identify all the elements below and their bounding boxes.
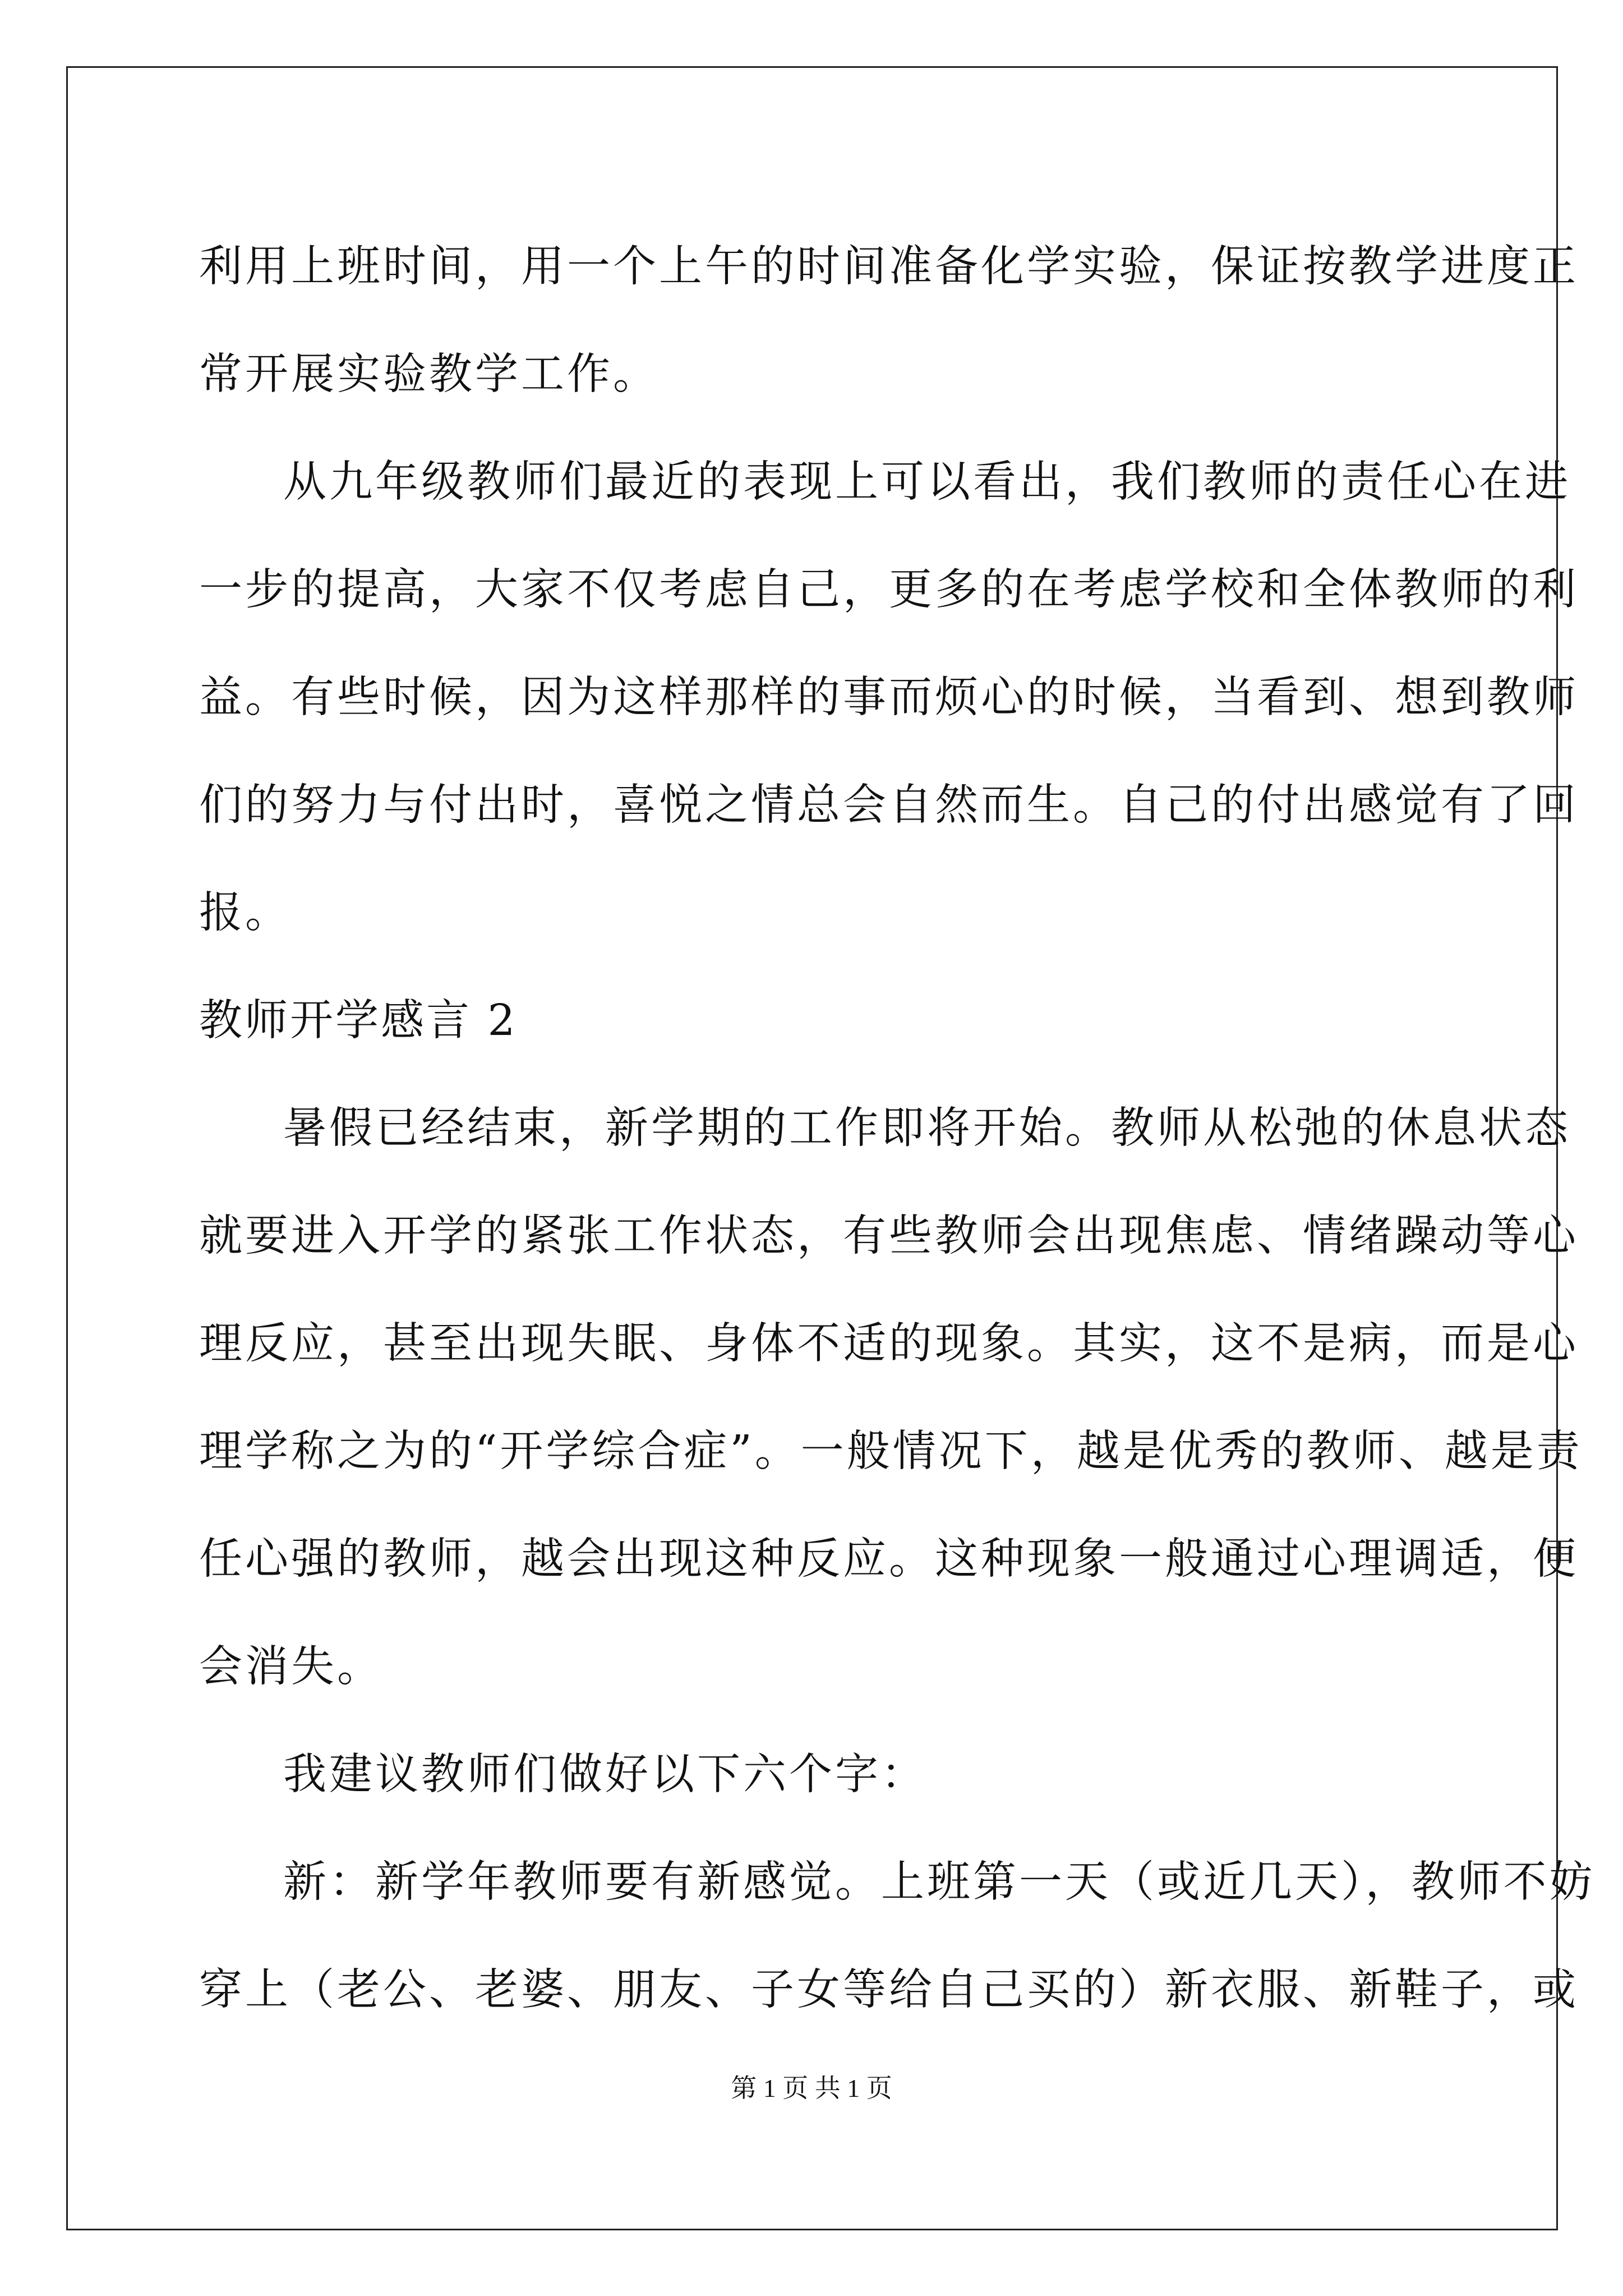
text-line: 理反应，甚至出现失眠、身体不适的现象。其实，这不是病，而是心 <box>199 1319 1579 1369</box>
text-line: 一步的提高，大家不仅考虑自己，更多的在考虑学校和全体教师的利 <box>199 565 1579 615</box>
text-line: 穿上（老公、老婆、朋友、子女等给自己买的）新衣服、新鞋子，或 <box>199 1965 1579 2015</box>
page-footer: 第 1 页 共 1 页 <box>731 2074 892 2102</box>
section-heading: 教师开学感言 2 <box>199 996 518 1046</box>
text-line: 益。有些时候，因为这样那样的事而烦心的时候，当看到、想到教师 <box>199 673 1579 723</box>
paragraph-first-line: 我建议教师们做好以下六个字： <box>283 1750 927 1800</box>
document-body <box>199 213 1596 2044</box>
text-line: 理学称之为的“开学综合症”。一般情况下，越是优秀的教师、越是责 <box>199 1427 1583 1476</box>
text-line: 就要进入开学的紧张工作状态，有些教师会出现焦虑、情绪躁动等心 <box>199 1211 1579 1261</box>
text-line: 任心强的教师，越会出现这种反应。这种现象一般通过心理调适，便 <box>199 1534 1579 1584</box>
paragraph-first-line: 从九年级教师们最近的表现上可以看出，我们教师的责任心在进 <box>283 457 1571 507</box>
text-line: 们的努力与付出时，喜悦之情总会自然而生。自己的付出感觉有了回 <box>199 780 1579 830</box>
text-line: 会消失。 <box>199 1642 383 1692</box>
text-line: 报。 <box>199 888 291 938</box>
paragraph-first-line: 暑假已经结束，新学期的工作即将开始。教师从松弛的休息状态 <box>283 1103 1571 1153</box>
text-line: 利用上班时间，用一个上午的时间准备化学实验，保证按教学进度正 <box>199 242 1579 292</box>
text-line: 常开展实验教学工作。 <box>199 349 659 399</box>
paragraph-first-line: 新：新学年教师要有新感觉。上班第一天（或近几天），教师不妨 <box>283 1857 1596 1907</box>
